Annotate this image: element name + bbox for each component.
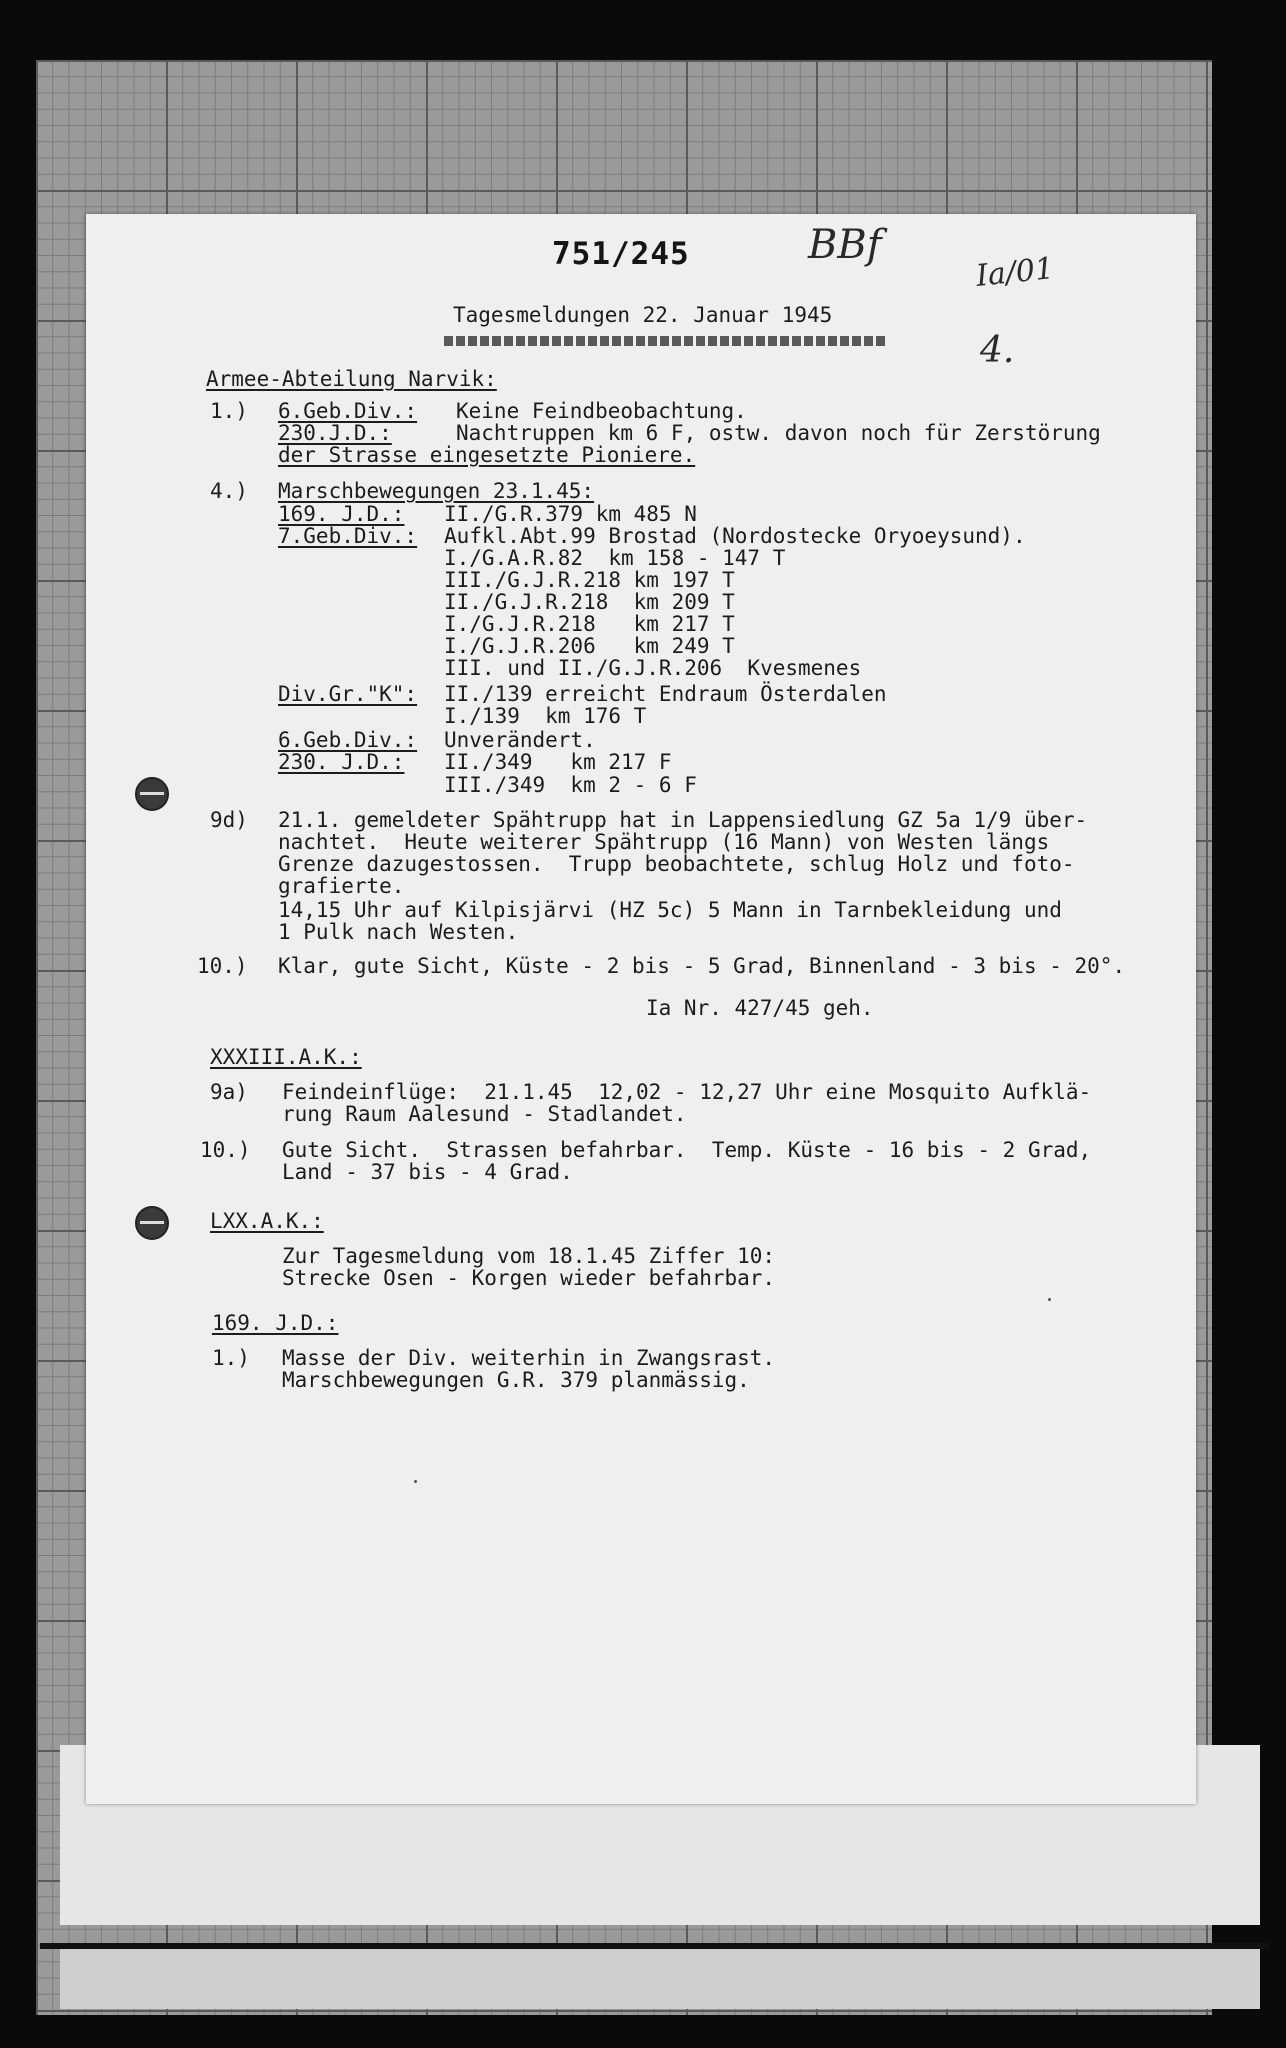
report-line: I./G.A.R.82 km 158 - 147 T <box>444 546 786 570</box>
report-line: grafierte. <box>278 874 405 898</box>
report-line: der Strasse eingesetzte Pioniere. <box>278 443 696 467</box>
unit-label: 6.Geb.Div.: <box>278 399 418 423</box>
item-number: 9d) <box>210 808 248 832</box>
unit-label: 169. J.D.: <box>278 502 405 526</box>
punch-hole-2 <box>135 1206 169 1240</box>
report-line: Marschbewegungen G.R. 379 planmässig. <box>282 1368 750 1392</box>
report-line: Aufkl.Abt.99 Brostad (Nordostecke Oryoeysund). <box>444 524 1026 548</box>
report-line: II./139 erreicht Endraum Österdalen <box>444 682 887 706</box>
item-number: 4.) <box>210 479 248 503</box>
section-heading: 169. J.D.: <box>212 1311 339 1335</box>
report-line: 14,15 Uhr auf Kilpisjärvi (HZ 5c) 5 Mann in Tarnbekleidung und <box>278 898 1062 922</box>
report-line: I./G.J.R.218 km 217 T <box>444 612 735 636</box>
report-line: Land - 37 bis - 4 Grad. <box>282 1160 573 1184</box>
report-line: Keine Feindbeobachtung. <box>456 399 747 423</box>
bottom-strip <box>60 1949 1260 2009</box>
item-number: 1.) <box>210 399 248 423</box>
item-number: 10.) <box>197 954 248 978</box>
report-line: Gute Sicht. Strassen befahrbar. Temp. Küste - 16 bis - 2 Grad, <box>282 1138 1092 1162</box>
report-line: Unverändert. <box>444 728 596 752</box>
report-line: I./G.J.R.206 km 249 T <box>444 634 735 658</box>
document-number: 751/245 <box>552 236 690 272</box>
paper-spot <box>1048 1298 1051 1301</box>
title-double-rule <box>444 336 886 346</box>
report-line: Feindeinflüge: 21.1.45 12,02 - 12,27 Uhr eine Mosquito Aufklä- <box>282 1080 1092 1104</box>
section-heading: LXX.A.K.: <box>210 1209 324 1233</box>
handwritten-reference: Ia/01 <box>974 251 1056 294</box>
report-line: Marschbewegungen 23.1.45: <box>278 479 595 503</box>
report-line: Masse der Div. weiterhin in Zwangsrast. <box>282 1346 776 1370</box>
report-line: Grenze dazugestossen. Trupp beobachtete, schlug Holz und foto- <box>278 852 1075 876</box>
item-number: 10.) <box>200 1138 251 1162</box>
unit-label: 230. J.D.: <box>278 750 405 774</box>
report-line: Nachtruppen km 6 F, ostw. davon noch für Zerstörung <box>456 421 1101 445</box>
unit-label: 7.Geb.Div.: <box>278 524 418 548</box>
item-number: 1.) <box>212 1346 250 1370</box>
report-line: III./G.J.R.218 km 197 T <box>444 568 735 592</box>
section-heading: Armee-Abteilung Narvik: <box>206 367 497 391</box>
reference-number: Ia Nr. 427/45 geh. <box>646 996 874 1020</box>
report-line: II./G.J.R.218 km 209 T <box>444 590 735 614</box>
report-line: III./349 km 2 - 6 F <box>444 773 697 797</box>
paper-spot <box>414 1480 417 1483</box>
report-line: nachtet. Heute weiterer Spähtrupp (16 Mann) von Westen längs <box>278 830 1050 854</box>
report-line: 21.1. gemeldeter Spähtrupp hat in Lappensiedlung GZ 5a 1/9 über- <box>278 808 1088 832</box>
report-line: II./349 km 217 F <box>444 750 672 774</box>
document-title: Tagesmeldungen 22. Januar 1945 <box>453 303 833 327</box>
report-line: Strecke Osen - Korgen wieder befahrbar. <box>282 1266 776 1290</box>
unit-label: 230.J.D.: <box>278 421 392 445</box>
handwritten-mark: 4. <box>980 330 1015 371</box>
report-line: III. und II./G.J.R.206 Kvesmenes <box>444 656 862 680</box>
report-line: 1 Pulk nach Westen. <box>278 920 519 944</box>
report-line: II./G.R.379 km 485 N <box>444 502 697 526</box>
report-line: I./139 km 176 T <box>444 704 647 728</box>
punch-hole-1 <box>135 777 169 811</box>
section-heading: XXXIII.A.K.: <box>210 1045 362 1069</box>
report-line: Zur Tagesmeldung vom 18.1.45 Ziffer 10: <box>282 1244 776 1268</box>
report-line: Klar, gute Sicht, Küste - 2 bis - 5 Grad, Binnenland - 3 bis - 20°. <box>278 954 1126 978</box>
report-line: rung Raum Aalesund - Stadlandet. <box>282 1102 687 1126</box>
unit-label: 6.Geb.Div.: <box>278 728 418 752</box>
handwritten-initials: BBf <box>808 222 882 268</box>
item-number: 9a) <box>210 1080 248 1104</box>
unit-label: Div.Gr."K": <box>278 682 418 706</box>
